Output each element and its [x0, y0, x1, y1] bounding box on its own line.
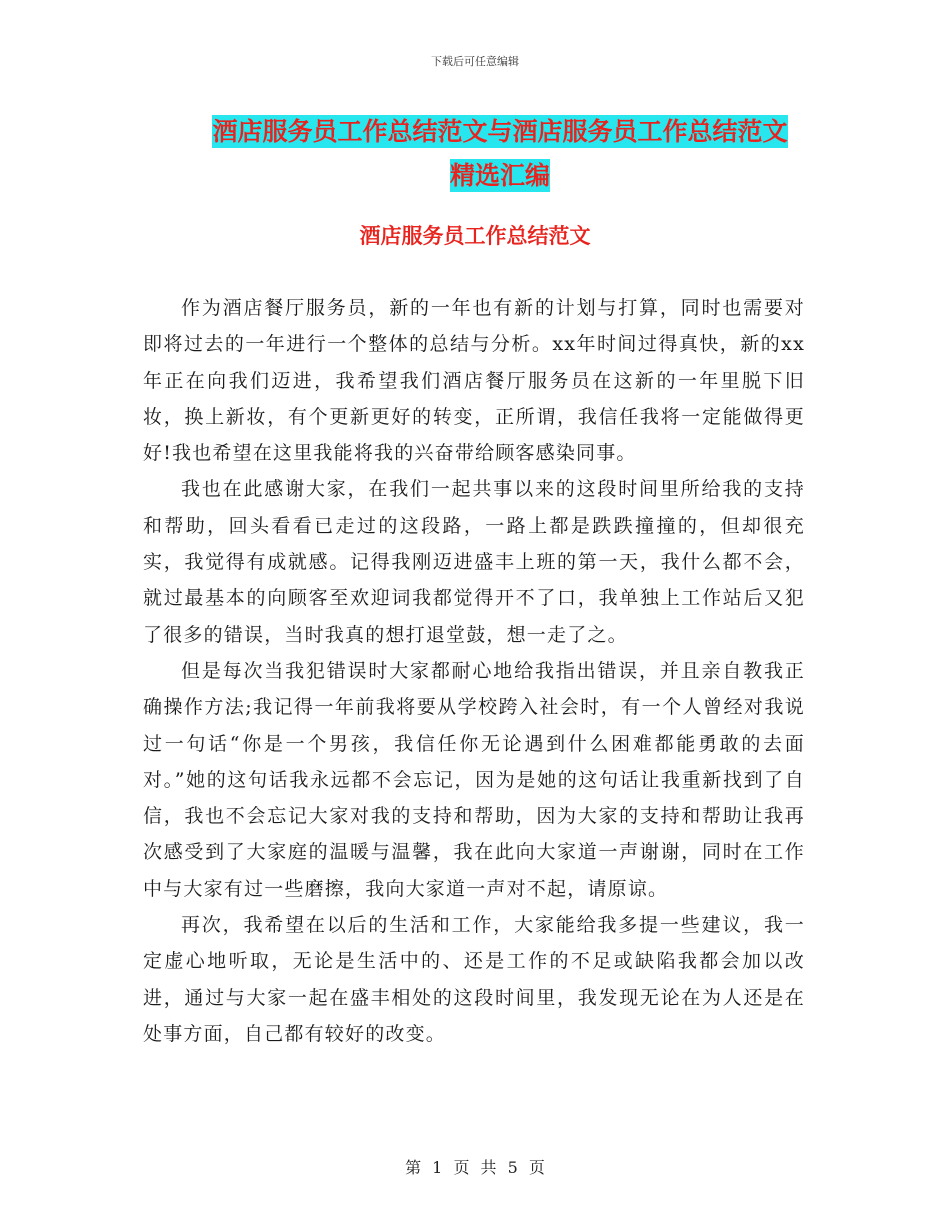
- body-paragraph: 作为酒店餐厅服务员，新的一年也有新的计划与打算，同时也需要对即将过去的一年进行一个整体的总结与分析。xx年时间过得真快，新的xx年正在向我们迈进，我希望我们酒店餐厅服务员在这新的一年里脱下旧妆，换上新妆，有个更新更好的转变，正所谓，我信任我将一定能做得更好!我也希望在这里我能将我的兴奋带给顾客感染同事。: [143, 297, 805, 465]
- document-title-line2: 精选汇编: [449, 161, 550, 190]
- document-title-line1: 酒店服务员工作总结范文与酒店服务员工作总结范文: [212, 117, 788, 146]
- section-heading: 酒店服务员工作总结范文: [359, 224, 591, 248]
- document-title: [150, 110, 850, 198]
- page-footer: 第 1 页 共 5 页: [405, 1158, 545, 1177]
- body-paragraph: 我也在此感谢大家，在我们一起共事以来的这段时间里所给我的支持和帮助，回头看看已走过的这段路，一路上都是跌跌撞撞的，但却很充实，我觉得有成就感。记得我刚迈进盛丰上班的第一天，我什么都不会，就过最基本的向顾客至欢迎词我都觉得开不了口，我单独上工作站后又犯了很多的错误，当时我真的想打退堂鼓，想一走了之。: [143, 478, 805, 646]
- header-note: 下载后可任意编辑: [431, 55, 519, 68]
- body-paragraph: 但是每次当我犯错误时大家都耐心地给我指出错误，并且亲自教我正确操作方法;我记得一年前我将要从学校跨入社会时，有一个人曾经对我说过一句话“你是一个男孩，我信任你无论遇到什么困难都能勇敢的去面对。”她的这句话我永远都不会忘记，因为是她的这句话让我重新找到了自信，我也不会忘记大家对我的支持和帮助，因为大家的支持和帮助让我再次感受到了大家庭的温暖与温馨，我在此向大家道一声谢谢，同时在工作中与大家有过一些磨擦，我向大家道一声对不起，请原谅。: [143, 659, 805, 900]
- document-body: [143, 290, 805, 1052]
- body-paragraph: 再次，我希望在以后的生活和工作，大家能给我多提一些建议，我一定虚心地听取，无论是生活中的、还是工作的不足或缺陷我都会加以改进，通过与大家一起在盛丰相处的这段时间里，我发现无论在为人还是在处事方面，自己都有较好的改变。: [143, 914, 805, 1045]
